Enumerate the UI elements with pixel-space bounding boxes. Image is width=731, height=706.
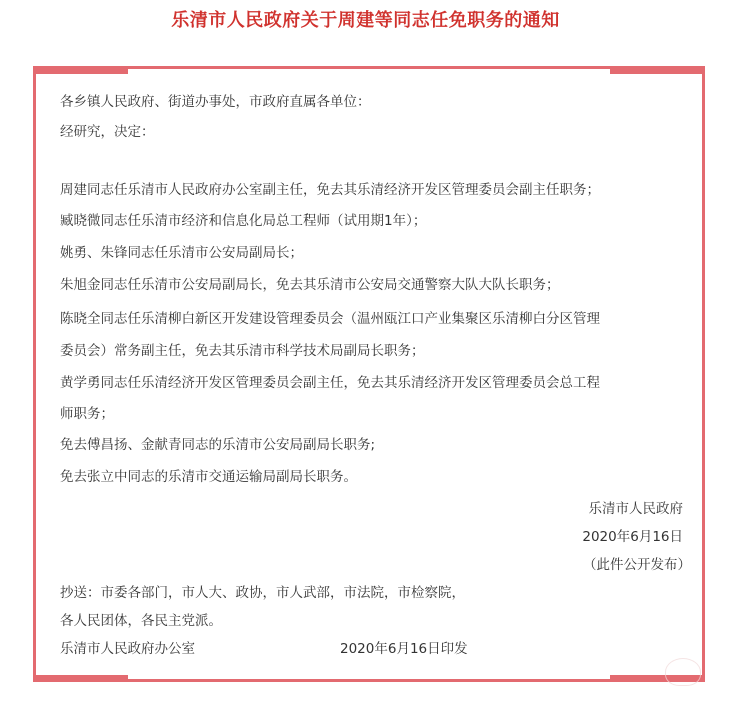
watermark-icon [665,658,701,686]
intro-text: 经研究，决定： [60,124,155,140]
body-line: 臧晓微同志任乐清市经济和信息化局总工程师（试用期1年）； [60,213,427,229]
document-title: 乐清市人民政府关于周建等同志任免职务的通知 [171,10,560,31]
body-line: 黄学勇同志任乐清经济开发区管理委员会副主任，免去其乐清经济开发区管理委员会总工程 [60,375,600,391]
body-line: 师职务； [60,406,114,422]
publication-note: （此件公开发布） [583,557,691,573]
cc-line: 抄送：市委各部门，市人大、政协，市人武部，市法院，市检察院， [60,585,465,601]
body-line: 委员会）常务副主任，免去其乐清市科学技术局副局长职务； [60,343,425,359]
body-line: 姚勇、朱锋同志任乐清市公安局副局长； [60,245,303,261]
frame-corner-top-right [610,66,705,74]
body-line: 免去傅昌扬、金献青同志的乐清市公安局副局长职务; [60,437,376,453]
frame-corner-top-left [33,66,128,74]
body-line: 朱旭金同志任乐清市公安局副局长，免去其乐清市公安局交通警察大队大队长职务； [60,277,560,293]
frame-corner-bottom-left [33,675,128,682]
cc-line: 各人民团体，各民主党派。 [60,613,222,629]
signature-date: 2020年6月16日 [582,529,683,545]
issuing-office: 乐清市人民政府办公室 [60,641,195,657]
salutation: 各乡镇人民政府、街道办事处，市政府直属各单位： [60,94,371,110]
body-line: 周建同志任乐清市人民政府办公室副主任，免去其乐清经济开发区管理委员会副主任职务； [60,182,600,198]
print-date: 2020年6月16日印发 [340,641,468,657]
signature-org: 乐清市人民政府 [588,501,683,517]
body-line: 免去张立中同志的乐清市交通运输局副局长职务。 [60,469,357,485]
body-line: 陈晓全同志任乐清柳白新区开发建设管理委员会（温州瓯江口产业集聚区乐清柳白分区管理 [60,311,600,327]
